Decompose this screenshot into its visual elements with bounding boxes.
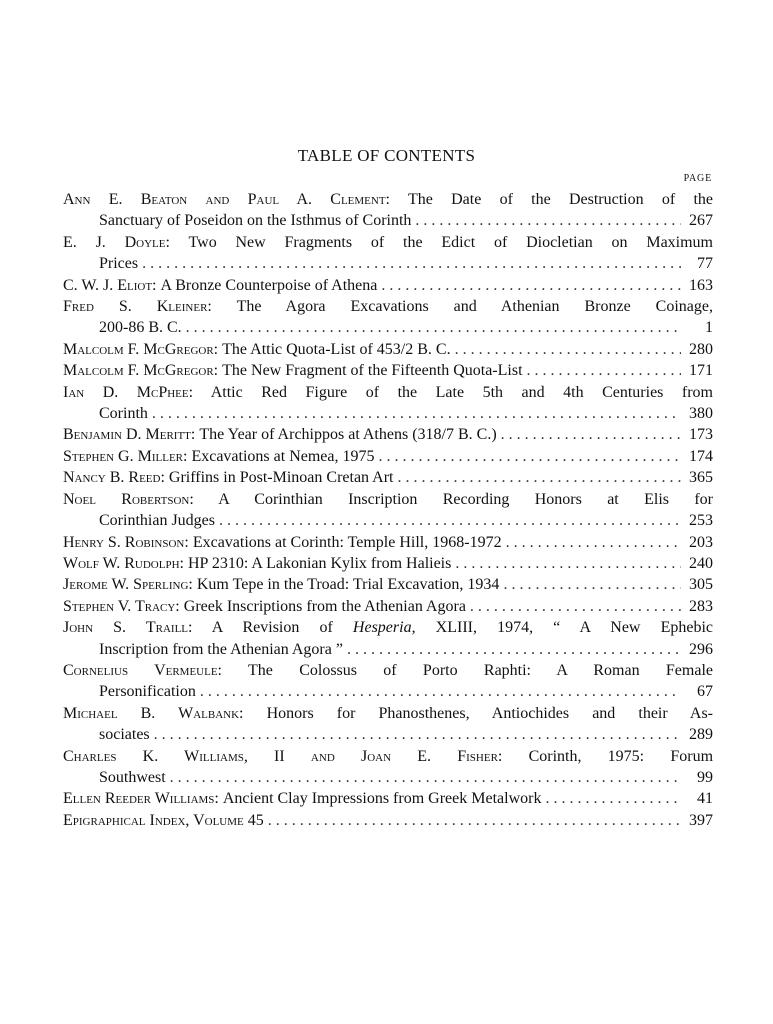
toc-entry-author: Malcolm F. McGregor:	[63, 362, 219, 380]
toc-entry-line1	[63, 360, 713, 381]
toc-entry	[63, 232, 713, 275]
leader-dots	[545, 788, 681, 809]
toc-entry-line1	[63, 189, 713, 210]
leader-dots	[186, 317, 681, 338]
toc-entry-title: HP 2310: A Lakonian Kylix from Halieis	[187, 554, 452, 572]
toc-entry-title: Attic Red Figure of the Late 5th and 4th Centuries from	[210, 383, 714, 401]
toc-entry-author: Wolf W. Rudolph:	[63, 554, 184, 572]
toc-entry-page: 99	[697, 768, 713, 786]
toc-entry	[63, 446, 713, 467]
toc-entry-page: 1	[705, 319, 713, 337]
toc-entry-page: 173	[689, 426, 713, 444]
leader-dots	[152, 403, 681, 424]
leader-dots	[347, 639, 681, 660]
toc-entry-title: Excavations at Corinth: Temple Hill, 1968-1972	[192, 533, 502, 551]
toc-entry-author: Henry S. Robinson:	[63, 533, 189, 551]
toc-entry-author: Noel Robertson:	[63, 490, 194, 508]
toc-entry-page: 365	[689, 469, 713, 487]
toc-entry-page: 253	[689, 512, 713, 530]
toc-entry-line1	[63, 339, 713, 360]
toc-entry-title: The Agora Excavations and Athenian Bronze Coinage,	[236, 298, 714, 316]
toc-entry-author: Fred S. Kleiner:	[63, 298, 212, 316]
toc-entry	[63, 467, 713, 488]
leader-dots	[200, 681, 681, 702]
page-title: TABLE OF CONTENTS	[297, 146, 476, 165]
toc-entry	[63, 339, 713, 360]
toc-entry-title-cont: sociates	[99, 726, 150, 744]
journal-title: Hesperia,	[352, 619, 416, 637]
toc-entry-page: 296	[689, 640, 713, 658]
toc-entry	[63, 424, 713, 445]
toc-entry-title: The New Fragment of the Fifteenth Quota-List	[222, 362, 523, 380]
toc-entry-line1	[63, 553, 713, 574]
toc-entry-title: The Year of Archippos at Athens (318/7 B. C.)	[199, 426, 497, 444]
toc-entry	[63, 360, 713, 381]
toc-entry-author: Malcolm F. McGregor:	[63, 340, 219, 358]
leader-dots	[154, 724, 681, 745]
toc-entry-title: Excavations at Nemea, 1975	[191, 447, 375, 465]
toc-entry-line1	[63, 232, 713, 253]
toc-entry-title: Corinth, 1975: Forum	[528, 747, 714, 765]
toc-entry	[63, 574, 713, 595]
toc-entry-author: Stephen V. Tracy:	[63, 597, 180, 615]
toc-entry-title: Kum Tepe in the Troad: Trial Excavation, 1934	[196, 576, 500, 594]
toc-entry-line1	[63, 296, 713, 317]
toc-entry	[63, 810, 713, 831]
toc-entry-author: Jerome W. Sperling:	[63, 576, 193, 594]
toc-entry-page: 240	[689, 554, 713, 572]
leader-dots	[415, 210, 681, 231]
leader-dots	[142, 253, 681, 274]
leader-dots	[455, 339, 681, 360]
toc-entry-line2	[63, 639, 713, 660]
toc-entry-author: Ellen Reeder Williams:	[63, 790, 219, 808]
toc-entry-line2	[63, 510, 713, 531]
toc-entry-author: Ian D. McPhee:	[63, 383, 194, 401]
toc-entry-author: Benjamin D. Meritt:	[63, 426, 196, 444]
toc-entry-title: The Date of the Destruction of the	[407, 191, 713, 208]
leader-dots	[379, 446, 682, 467]
toc-entry-page: 305	[689, 576, 713, 594]
toc-entry-title: A Bronze Counterpoise of Athena	[160, 276, 378, 294]
toc-entry	[63, 382, 713, 425]
toc-entry-line2	[63, 403, 713, 424]
toc-entry	[63, 189, 713, 232]
toc-entry-page: 380	[689, 405, 713, 423]
toc-entry-page: 280	[689, 340, 713, 358]
toc-entry-title: Ancient Clay Impressions from Greek Metalwork	[222, 790, 542, 808]
leader-dots	[527, 360, 681, 381]
toc-entry-author: Ann E. Beaton and Paul A. Clement:	[63, 191, 391, 208]
toc-entry-page: 41	[697, 790, 713, 808]
toc-entry-title-cont: Prices	[99, 255, 139, 273]
toc-entry	[63, 596, 713, 617]
toc-entry-page: 289	[689, 726, 713, 744]
toc-entry-author: John S. Traill:	[63, 619, 193, 637]
toc-entry-line1	[63, 617, 713, 638]
toc-entry-line1	[63, 574, 713, 595]
toc-entry-line2	[63, 317, 713, 338]
toc-entry-title: A Corinthian Inscription Recording Honors at Elis for	[218, 490, 713, 508]
toc-entry-line1	[63, 382, 713, 403]
toc-entry-title-cont: Corinthian Judges	[99, 512, 215, 530]
toc-entry-title: Greek Inscriptions from the Athenian Agora	[183, 597, 466, 615]
toc-entry-line1	[63, 746, 713, 767]
toc-entry-title-cont: Sanctuary of Poseidon on the Isthmus of Corinth	[99, 212, 412, 230]
toc-entry-line2	[63, 681, 713, 702]
toc-entry-author: Charles K. Williams, II and Joan E. Fisher:	[63, 747, 503, 765]
toc-entry-title: A Revision of	[211, 619, 333, 637]
toc-entry-page: 203	[689, 533, 713, 551]
toc-entry-author: Michael B. Walbank:	[63, 704, 244, 722]
toc-entry-author: Epigraphical Index, Volume 45	[63, 811, 264, 829]
toc-entry-line1	[63, 596, 713, 617]
toc-entry	[63, 703, 713, 746]
toc-entry-author: C. W. J. Eliot:	[63, 276, 157, 294]
toc-entry-title: Honors for Phanosthenes, Antiochides and their As-	[266, 704, 714, 722]
toc-entry-line1	[63, 788, 713, 809]
toc-entry-title: The Attic Quota-List of 453/2 B. C.	[222, 340, 451, 358]
toc-entry-title-cont: Corinth	[99, 405, 148, 423]
toc-entry	[63, 746, 713, 789]
leader-dots	[381, 275, 681, 296]
toc-entry	[63, 553, 713, 574]
leader-dots	[170, 767, 681, 788]
leader-dots	[268, 810, 681, 831]
leader-dots	[506, 532, 681, 553]
toc-entry-author: Stephen G. Miller:	[63, 447, 188, 465]
toc-entry-line2	[63, 210, 713, 231]
toc-entry-page: 397	[689, 811, 713, 829]
toc-entry-line1	[63, 467, 713, 488]
leader-dots	[219, 510, 681, 531]
toc-entry-line1	[63, 275, 713, 296]
toc-entry	[63, 532, 713, 553]
toc-entry	[63, 296, 713, 339]
toc-entry-page: 163	[689, 276, 713, 294]
toc-entry-page: 174	[689, 447, 713, 465]
leader-dots	[397, 467, 681, 488]
toc-entry-line1	[63, 424, 713, 445]
toc-entry-line2	[63, 253, 713, 274]
toc-entry-title: Griffins in Post-Minoan Cretan Art	[168, 469, 394, 487]
toc-entry-author: E. J. Doyle:	[63, 233, 170, 251]
toc-entry-page: 67	[697, 683, 713, 701]
toc-entry-page: 283	[689, 597, 713, 615]
toc-entry-line1	[63, 489, 713, 510]
leader-dots	[503, 574, 681, 595]
leader-dots	[470, 596, 681, 617]
leader-dots	[455, 553, 681, 574]
toc-entry-page: 267	[689, 212, 713, 230]
toc-entry-page: 171	[689, 362, 713, 380]
toc-entry-line1	[63, 810, 713, 831]
toc-entry-title: Two New Fragments of the Edict of Diocletian on Maximum	[188, 233, 714, 251]
toc-entry-title-cont: Southwest	[99, 768, 166, 786]
toc-entry-line1	[63, 703, 713, 724]
toc-entry-title-cont: Personification	[99, 683, 196, 701]
toc-entry-title: XLIII, 1974, “ A New Ephebic	[435, 619, 714, 637]
toc-entry	[63, 617, 713, 660]
toc-entry	[63, 788, 713, 809]
leader-dots	[501, 424, 681, 445]
toc-entry-line2	[63, 767, 713, 788]
toc-entry	[63, 275, 713, 296]
toc-entry-line1	[63, 532, 713, 553]
toc-entry	[63, 489, 713, 532]
toc-entry-line1	[63, 446, 713, 467]
toc-entry	[63, 660, 713, 703]
toc-entry-title: The Colossus of Porto Raphti: A Roman Female	[248, 661, 713, 679]
toc-entry-page: 77	[697, 255, 713, 273]
toc-entry-title-cont: Inscription from the Athenian Agora ”	[99, 640, 343, 658]
toc-entry-line2	[63, 724, 713, 745]
toc-entries	[63, 189, 713, 831]
toc-entry-author: Cornelius Vermeule:	[63, 661, 223, 679]
toc-entry-line1	[63, 660, 713, 681]
toc-entry-title-cont: 200-86 B. C.	[99, 319, 182, 337]
toc-entry-author: Nancy B. Reed:	[63, 469, 165, 487]
page-column-header: PAGE	[683, 173, 712, 184]
